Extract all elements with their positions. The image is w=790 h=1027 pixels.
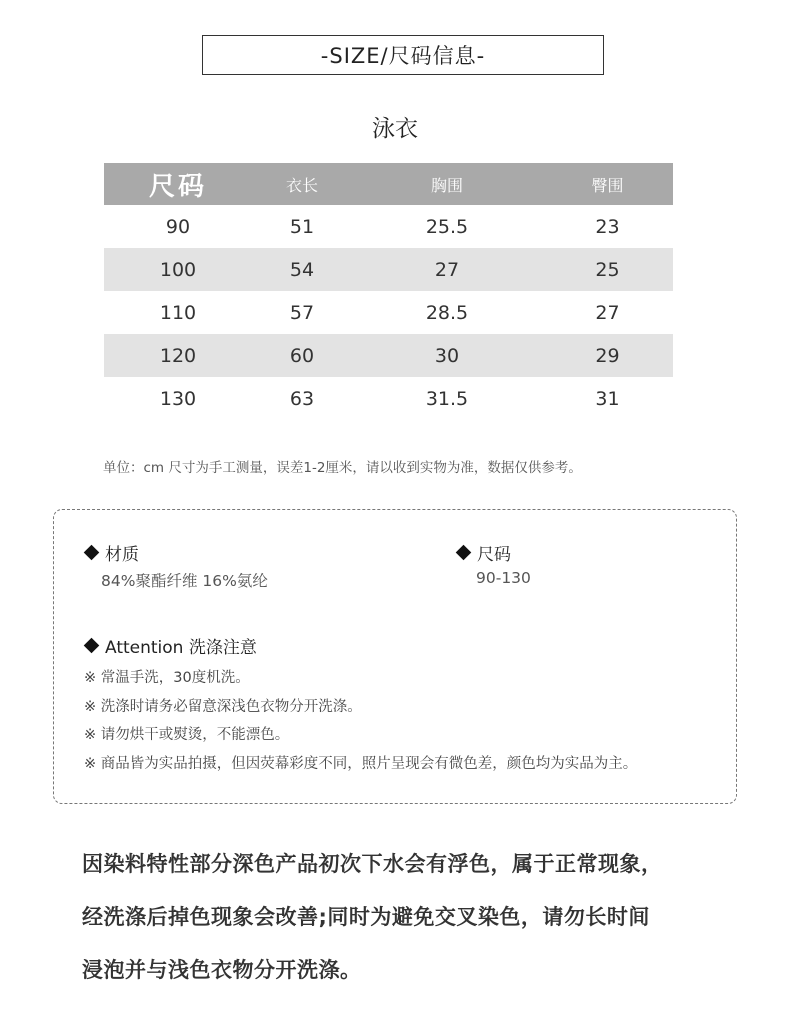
table-cell: 25	[542, 248, 673, 291]
table-header-row	[104, 163, 673, 205]
size-table	[104, 163, 673, 420]
table-cell: 63	[289, 387, 315, 410]
table-row	[104, 291, 673, 334]
table-cell: 57	[289, 301, 315, 324]
table-cell: 90	[165, 215, 191, 238]
warning-line: 浸泡并与浅色衣物分开洗涤。	[82, 958, 362, 982]
measurement-note: 单位：cm 尺寸为手工测量，误差1-2厘米，请以收到实物为准，数据仅供参考。	[103, 460, 582, 476]
product-info-box	[53, 509, 737, 804]
table-cell: 110	[159, 301, 197, 324]
column-header-size: 尺码	[104, 163, 252, 205]
table-row	[104, 205, 673, 248]
care-notes-list	[84, 664, 637, 778]
table-cell: 23	[595, 215, 620, 238]
column-header-hip: 臀围	[542, 163, 673, 205]
table-cell: 28.5	[425, 301, 469, 324]
product-name: 泳衣	[372, 116, 418, 142]
table-cell: 31	[595, 387, 620, 410]
list-item: ※ 洗涤时请务必留意深浅色衣物分开洗涤。	[84, 698, 362, 715]
column-header-length: 衣长	[252, 163, 352, 205]
table-row	[104, 248, 673, 291]
table-cell: 27	[595, 301, 620, 324]
table-cell: 120	[104, 334, 252, 377]
attention-heading	[82, 633, 257, 658]
table-cell: 100	[104, 248, 252, 291]
material-value: 84%聚酯纤维 16%氨纶	[101, 572, 268, 590]
table-cell: 27	[352, 248, 542, 291]
table-cell: 25.5	[425, 215, 469, 238]
table-cell: 54	[252, 248, 352, 291]
warning-line: 因染料特性部分深色产品初次下水会有浮色，属于正常现象，	[82, 852, 663, 876]
material-label: 材质	[105, 545, 139, 565]
attention-label: Attention 洗涤注意	[105, 638, 257, 658]
size-label: 尺码	[477, 545, 511, 565]
table-cell: 29	[542, 334, 673, 377]
table-cell: 30	[352, 334, 542, 377]
diamond-bullet-icon	[456, 545, 472, 561]
table-cell: 130	[159, 387, 197, 410]
diamond-bullet-icon	[84, 638, 100, 654]
material-heading	[82, 540, 139, 565]
list-item: ※ 请勿烘干或熨烫，不能漂色。	[84, 727, 290, 743]
size-info-title: -SIZE/尺码信息-	[202, 35, 604, 75]
table-cell: 60	[252, 334, 352, 377]
warning-line: 经洗涤后掉色现象会改善;同时为避免交叉染色，请勿长时间	[82, 905, 650, 929]
table-cell: 31.5	[425, 387, 469, 410]
size-heading	[454, 540, 511, 565]
list-item: ※ 商品皆为实品拍摄，但因荧幕彩度不同，照片呈现会有微色差，颜色均为实品为主。	[84, 755, 638, 772]
table-cell: 51	[289, 215, 315, 238]
dye-warning-text	[82, 838, 722, 997]
list-item: ※ 常温手洗，30度机洗。	[84, 670, 250, 686]
size-range-value: 90-130	[476, 569, 531, 587]
column-header-chest: 胸围	[352, 163, 542, 205]
table-row	[104, 377, 673, 420]
diamond-bullet-icon	[84, 545, 100, 561]
table-row	[104, 334, 673, 377]
